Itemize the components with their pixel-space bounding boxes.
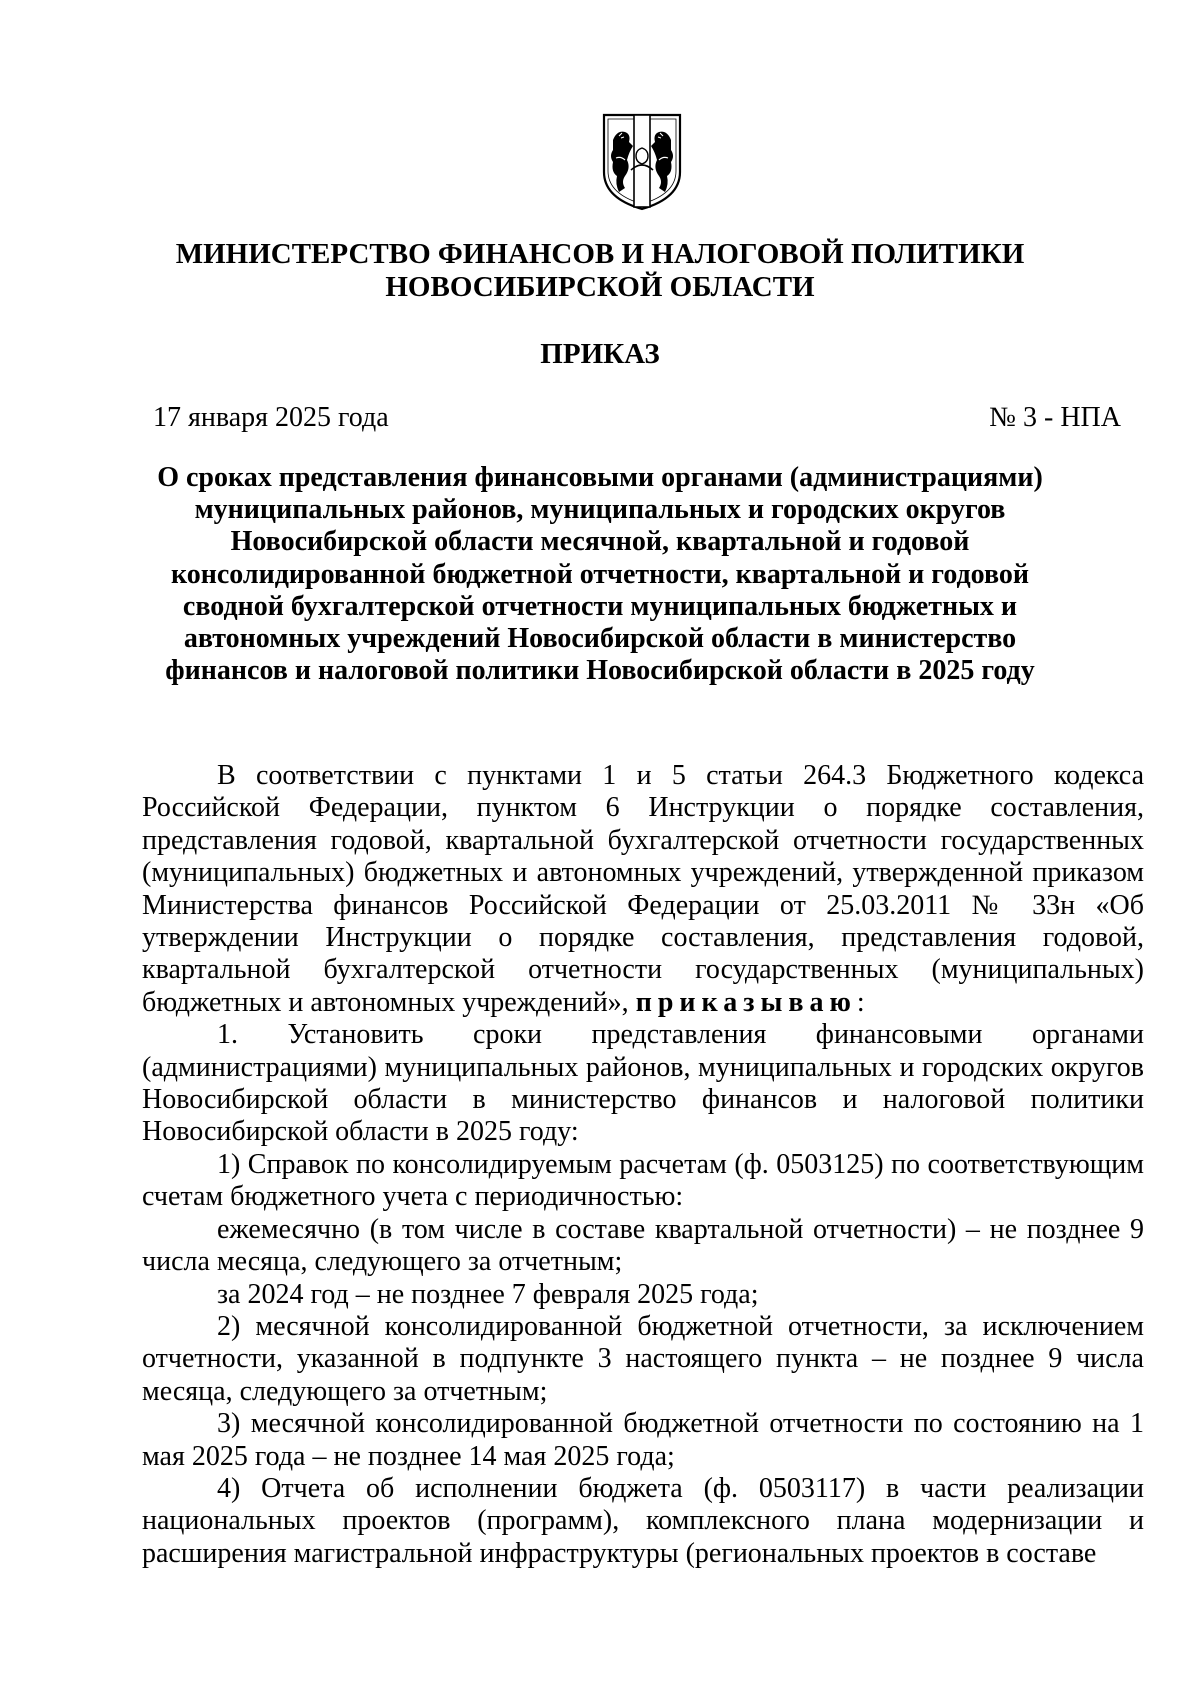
order-word: приказываю	[635, 986, 857, 1018]
body-paragraph: за 2024 год – не позднее 7 февраля 2025 года;	[217, 1278, 759, 1310]
body-paragraph: 1) Справок по консолидируемым расчетам (ф. 0503125) по соответствующим счетам бюджетного учета с периодичностью:	[142, 1148, 1144, 1213]
body-paragraph: 4) Отчета об исполнении бюджета (ф. 0503117) в части реализации национальных проектов (программ), комплексного плана модернизации и расширения магистральной инфраструктуры (региональных проектов в составе	[142, 1472, 1144, 1569]
coat-of-arms-icon	[601, 112, 683, 212]
preamble-paragraph	[142, 760, 1144, 1019]
preamble-text: В соответствии с пунктами 1 и 5 статьи 264.3 Бюджетного кодекса Российской Федерации, пунктом 6 Инструкции о порядке составления, представления годовой, квартальной бухгалтерской отчетности государственных (муниципальных) бюджетных и автономных учреждений, утвержденной приказом Министерства финансов Российской Федерации от 25.03.2011 № 33н «Об утверждении Инструкции о порядке составления, представления годовой, квартальной бухгалтерской отчетности государственных (муниципальных) бюджетных и автономных учреждений»,	[142, 760, 1144, 1018]
body-paragraph: 1. Установить сроки представления финансовыми органами (администрациями) муниципальных районов, муниципальных и городских округов Новосибирской области в министерство финансов и налоговой политики Новосибирской области в 2025 году:	[142, 1019, 1144, 1148]
document-title: О сроках представления финансовыми органами (администрациями) муниципальных районов, муниципальных и городских округов Новосибирской области месячной, квартальной и годовой консолидированной бюджетной отчетности, квартальной и годовой сводной бухгалтерской отчетности муниципальных бюджетных и автономных учреждений Новосибирской области в министерство финансов и налоговой политики Новосибирской области в 2025 году	[157, 462, 1043, 687]
body-paragraph: 3) месячной консолидированной бюджетной отчетности по состоянию на 1 мая 2025 года – не позднее 14 мая 2025 года;	[142, 1408, 1144, 1472]
ministry-name-line2: НОВОСИБИРСКОЙ ОБЛАСТИ	[385, 271, 815, 303]
order-colon: :	[856, 986, 865, 1018]
document-date: 17 января 2025 года	[153, 402, 389, 433]
body-paragraph: 2) месячной консолидированной бюджетной отчетности, за исключением отчетности, указанной в подпункте 3 настоящего пункта – не позднее 9 числа месяца, следующего за отчетным;	[142, 1310, 1144, 1407]
document-body	[142, 760, 1144, 1570]
document-number: № 3 - НПА	[989, 402, 1121, 433]
document-type: ПРИКАЗ	[540, 338, 660, 370]
body-paragraph: ежемесячно (в том числе в составе квартальной отчетности) – не позднее 9 числа месяца, следующего за отчетным;	[142, 1213, 1144, 1278]
ministry-name	[100, 238, 1100, 304]
ministry-name-line1: МИНИСТЕРСТВО ФИНАНСОВ И НАЛОГОВОЙ ПОЛИТИКИ	[175, 238, 1025, 270]
